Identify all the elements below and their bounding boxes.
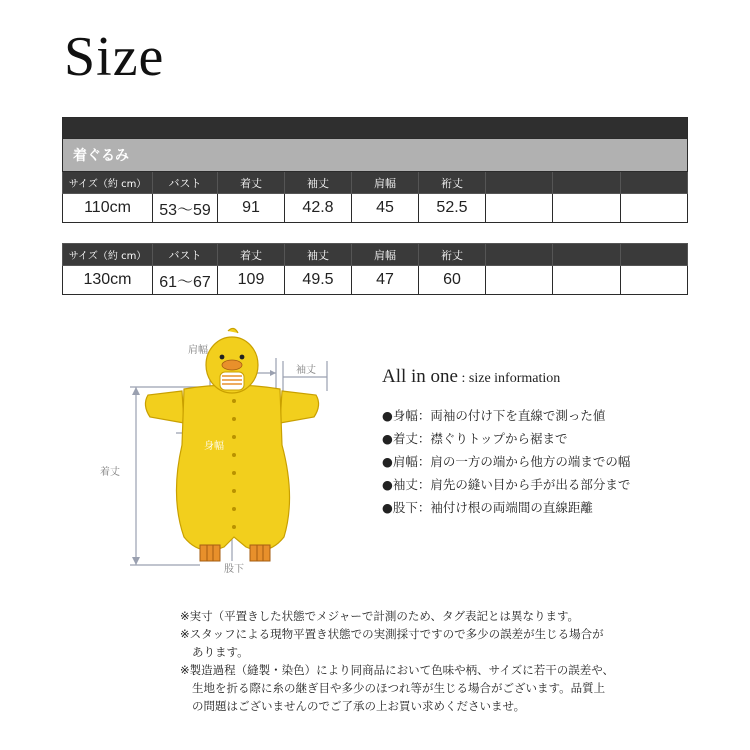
column-header bbox=[486, 244, 553, 266]
label-sleeve: 袖丈 bbox=[296, 365, 316, 376]
column-header: 着丈 bbox=[218, 244, 285, 266]
category-band bbox=[63, 139, 688, 172]
table-cell: 49.5 bbox=[285, 266, 352, 295]
size-table-110 bbox=[62, 117, 688, 223]
measurement-definitions bbox=[382, 404, 630, 519]
table-top-band bbox=[63, 118, 688, 139]
table-cell: 91 bbox=[218, 194, 285, 223]
definition-item: ●着丈：襟ぐりトップから裾まで bbox=[382, 431, 568, 446]
column-header: バスト bbox=[153, 172, 218, 194]
table-row bbox=[63, 194, 688, 223]
column-header: 肩幅 bbox=[352, 244, 419, 266]
note-line: ※製造過程（縫製・染色）により同商品において色味や柄、サイズに若干の誤差や、 bbox=[180, 663, 614, 677]
definition-item: ●袖丈：肩先の縫い目から手が出る部分まで bbox=[382, 477, 631, 492]
note-line: あります。 bbox=[192, 645, 249, 659]
column-header: 着丈 bbox=[218, 172, 285, 194]
table-cell bbox=[621, 266, 688, 295]
table-cell: 53〜59 bbox=[153, 194, 218, 223]
costume-diagram bbox=[100, 325, 350, 580]
label-shoulder: 肩幅 bbox=[188, 345, 208, 356]
note-line: ※スタッフによる現物平置き状態での実測採寸ですので多少の誤差が生じる場合が bbox=[180, 627, 604, 641]
definition-item: ●肩幅：肩の一方の端から他方の端までの幅 bbox=[382, 454, 631, 469]
right-sleeve bbox=[280, 391, 319, 423]
column-header: 肩幅 bbox=[352, 172, 419, 194]
table-header-row bbox=[63, 244, 688, 266]
definition-item: ●身幅：両袖の付け下を直線で測った値 bbox=[382, 408, 606, 423]
table-cell bbox=[486, 266, 553, 295]
table-cell bbox=[486, 194, 553, 223]
duck-eye bbox=[240, 355, 245, 360]
column-header bbox=[553, 172, 621, 194]
table-cell: 52.5 bbox=[419, 194, 486, 223]
page-title: Size bbox=[64, 26, 165, 88]
label-inseam: 股下 bbox=[224, 564, 244, 575]
table-cell: 45 bbox=[352, 194, 419, 223]
column-header bbox=[553, 244, 621, 266]
table-cell bbox=[621, 194, 688, 223]
table-cell: 61〜67 bbox=[153, 266, 218, 295]
column-header: バスト bbox=[153, 244, 218, 266]
table-cell: 109 bbox=[218, 266, 285, 295]
table-cell: 42.8 bbox=[285, 194, 352, 223]
table-row bbox=[63, 266, 688, 295]
note-line: ※実寸（平置きした状態でメジャーで計測のため、タグ表記とは異なります。 bbox=[180, 609, 580, 623]
info-title-main: All in one bbox=[382, 366, 458, 387]
column-header: 裄丈 bbox=[419, 172, 486, 194]
column-header bbox=[621, 244, 688, 266]
face-opening bbox=[220, 372, 244, 390]
label-body-width: 身幅 bbox=[204, 441, 224, 452]
info-title bbox=[382, 366, 560, 388]
table-cell: 130cm bbox=[63, 266, 153, 295]
column-header: サイズ（約 cm） bbox=[63, 244, 153, 266]
size-table-130 bbox=[62, 243, 688, 295]
category-label: 着ぐるみ bbox=[63, 139, 688, 172]
definition-item: ●股下：袖付け根の両端間の直線距離 bbox=[382, 500, 593, 515]
column-header: 袖丈 bbox=[285, 244, 352, 266]
left-sleeve bbox=[145, 391, 184, 423]
column-header: 袖丈 bbox=[285, 172, 352, 194]
table-header-row bbox=[63, 172, 688, 194]
table-cell: 110cm bbox=[63, 194, 153, 223]
column-header bbox=[486, 172, 553, 194]
note-line: 生地を折る際に糸の継ぎ目や多少のほつれ等が生じる場合がございます。品質上 bbox=[192, 681, 606, 695]
duck-beak bbox=[222, 360, 242, 370]
table-cell: 47 bbox=[352, 266, 419, 295]
table-cell: 60 bbox=[419, 266, 486, 295]
column-header bbox=[621, 172, 688, 194]
notes bbox=[180, 607, 614, 715]
duck-eye bbox=[220, 355, 225, 360]
label-length: 着丈 bbox=[100, 467, 120, 478]
note-line: の問題はございませんのでご了承の上お買い求めくださいませ。 bbox=[192, 699, 526, 713]
info-title-sub: : size information bbox=[458, 371, 561, 386]
feet bbox=[200, 545, 270, 561]
column-header: 裄丈 bbox=[419, 244, 486, 266]
column-header: サイズ（約 cm） bbox=[63, 172, 153, 194]
table-cell bbox=[553, 194, 621, 223]
table-cell bbox=[553, 266, 621, 295]
